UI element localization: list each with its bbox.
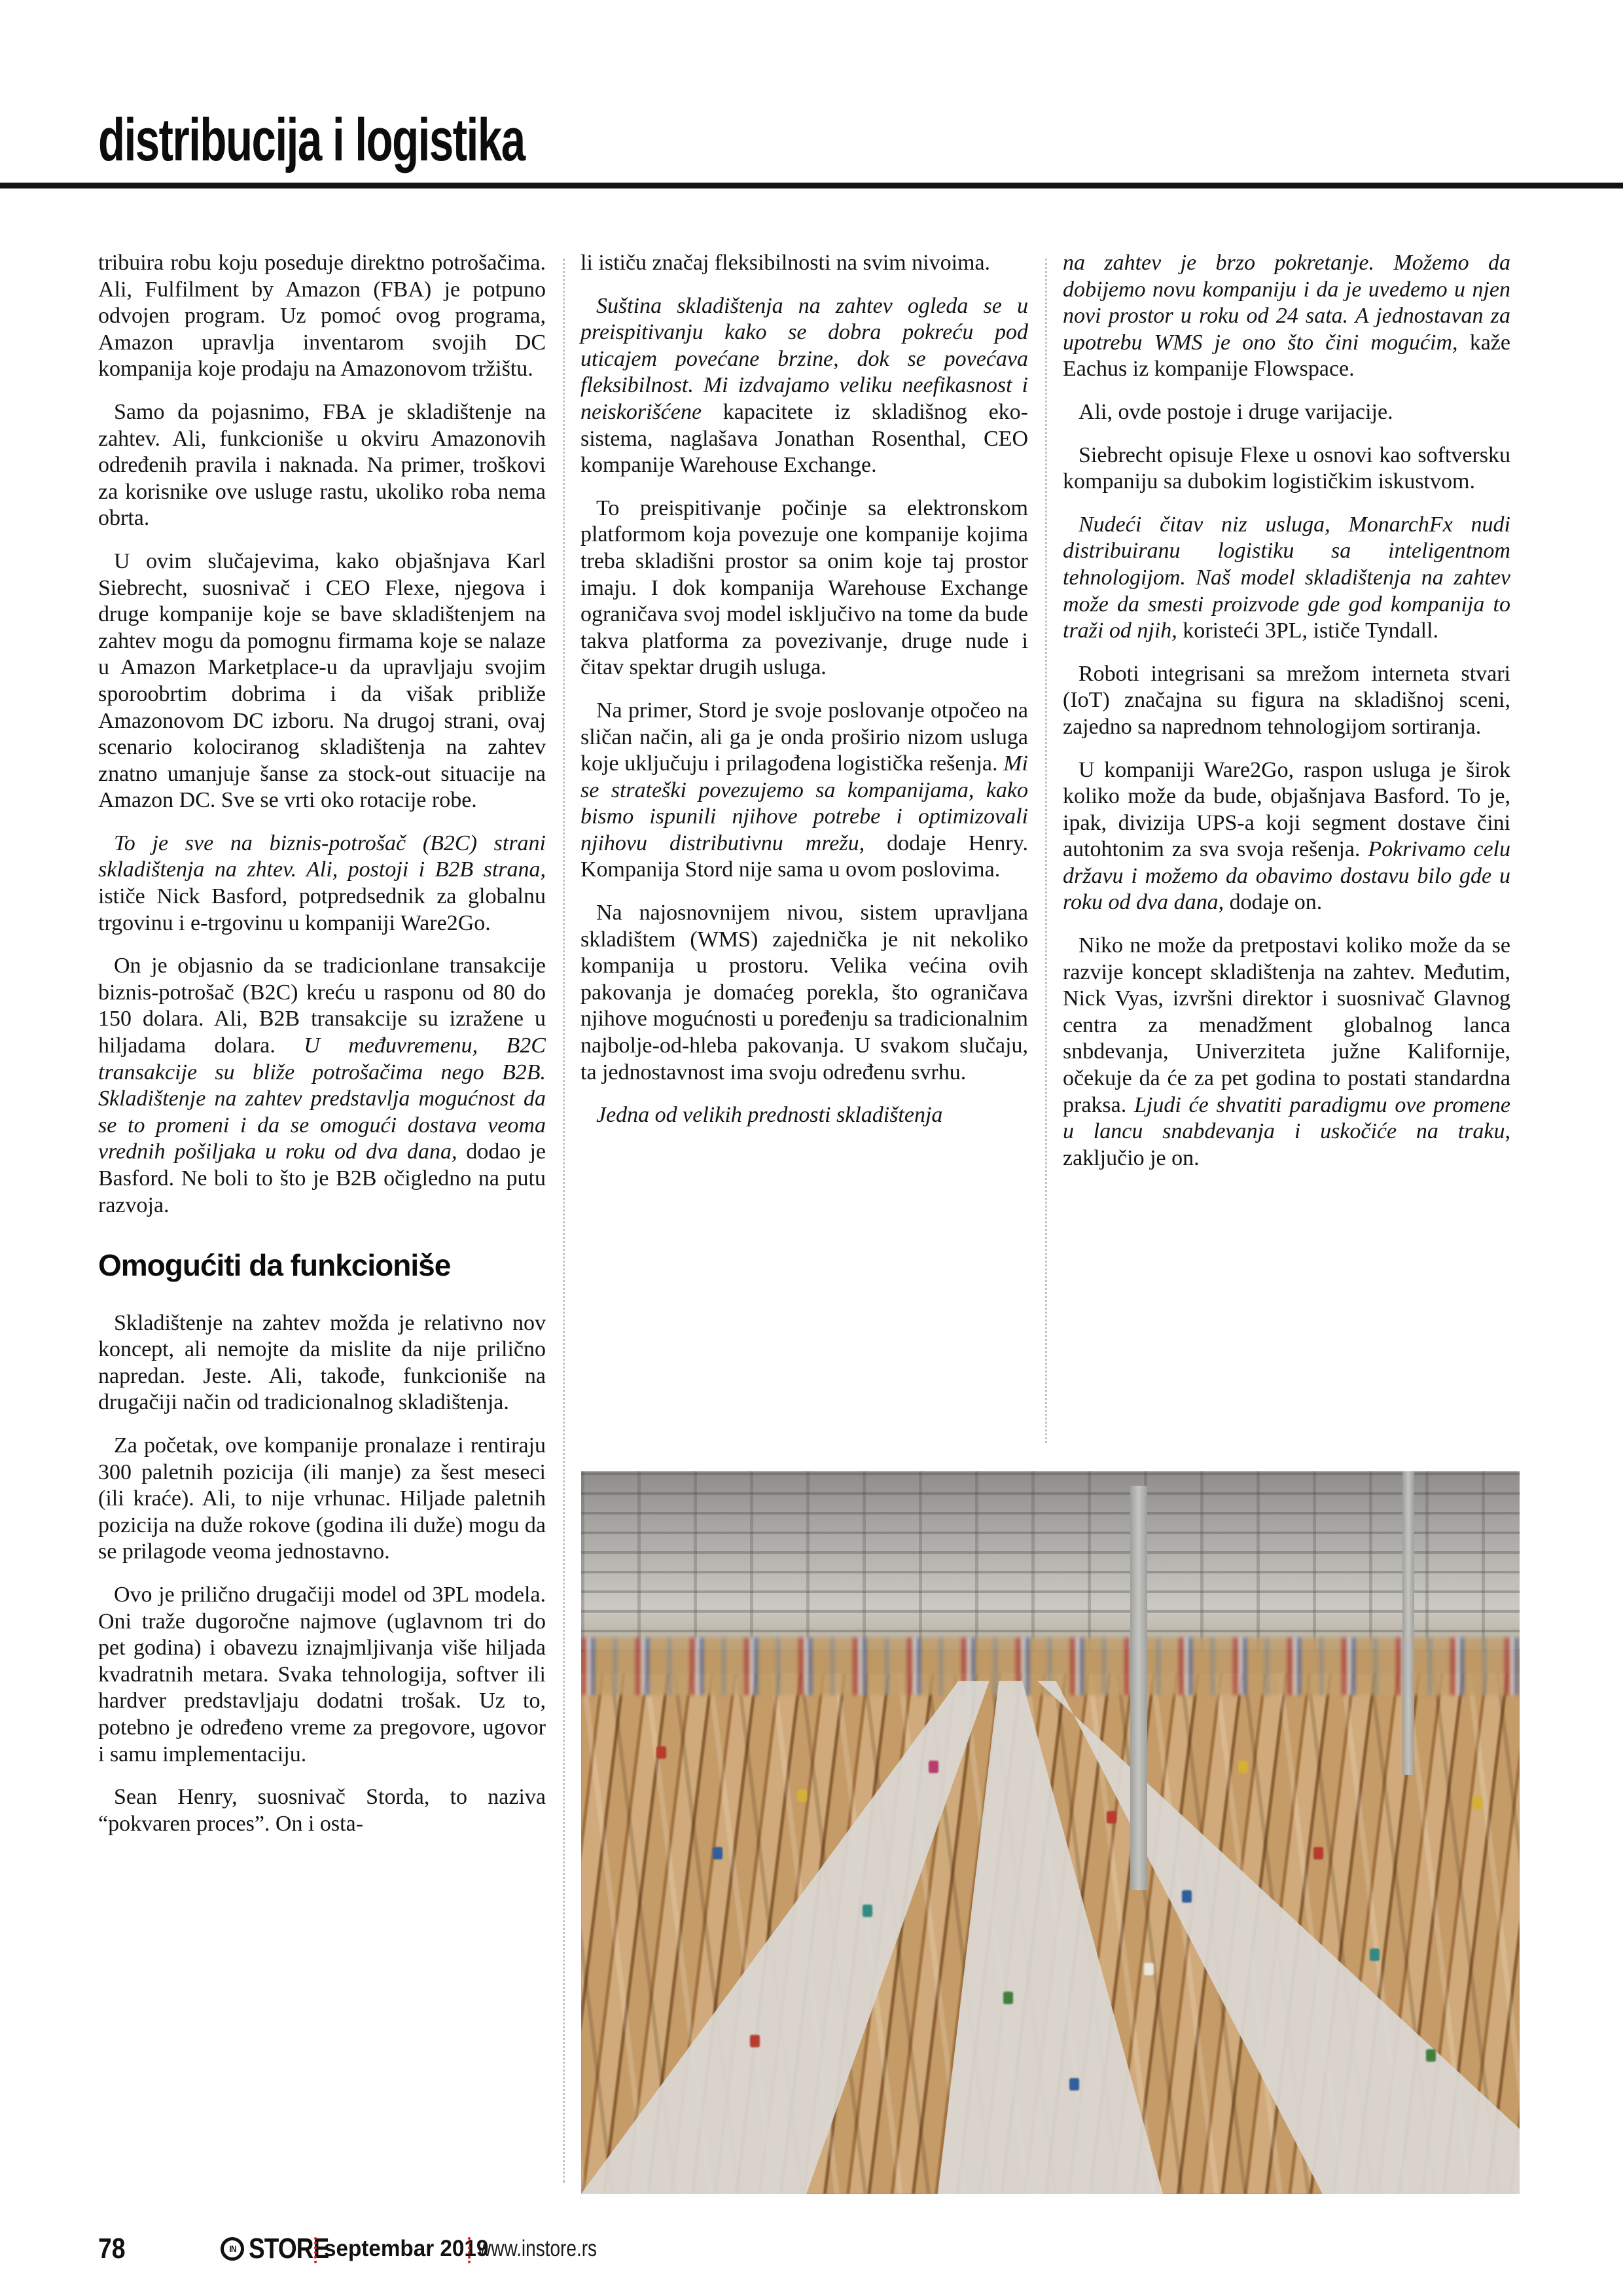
warehouse-photo — [581, 1471, 1520, 2194]
photo-product-speck — [1003, 1992, 1013, 2004]
instore-logo-text: IN — [228, 2243, 236, 2255]
brand-store-label: STORE — [249, 2233, 329, 2265]
photo-pillar — [1402, 1471, 1415, 1775]
photo-product-speck — [656, 1746, 666, 1759]
photo-product-speck — [797, 1789, 807, 1802]
photo-product-speck — [863, 1905, 872, 1917]
header-rule — [0, 183, 1623, 188]
photo-product-speck — [1069, 2078, 1079, 2090]
paragraph: Na najosnovnijem nivou, sistem upravljana skladištem (WMS) zajednička je nit nekoliko kompanija u prostoru. Velika većina ovih pakovanja je domaćeg porekla, što ograničava njihove mogućnosti u poređenju sa tradicionalnim najbolje-od-hleba pakovanja. U svakom slučaju, ta jednostavnost ima svoju određenu svrhu. — [580, 901, 1028, 1085]
photo-product-speck — [1313, 1847, 1323, 1859]
paragraph: Nudeći čitav niz usluga, MonarchFx nudi distribuiranu logistiku sa inteligentnom tehnologijom. Naš model skladištenja na zahtev može da smesti proizvode gde god kompanija to traži od njih, koristeći 3PL, ističe Tyndall. — [1063, 512, 1510, 643]
paragraph: na zahtev je brzo pokretanje. Možemo da dobijemo novu kompaniju i da je uvedemo u njen novi prostor u roku od 24 sata. A jednostavan za upotrebu WMS je ono što čini mogućim, kaže Eachus iz kompanije Flowspace. — [1063, 251, 1510, 382]
paragraph: Jedna od velikih prednosti skladištenja — [596, 1103, 943, 1128]
paragraph: Ovo je prilično drugačiji model od 3PL modela. Oni traže dugoročne najmove (uglavnom tri do pet godina) i obavezu iznajmljivanja više hiljada kvadratnih metara. Svaka tehnologija, softver ili hardver predstavljaju dodatni trošak. Uz to, potebno je određeno vreme za pregovore, ugovor i samu implementaciju. — [98, 1583, 546, 1767]
paragraph: U kompaniji Ware2Go, raspon usluga je širok koliko može da bude, objašnjava Basford. To je, ipak, divizija UPS-a koji segment dostave čini autohtonim za sva svoja rešenja. Pokrivamo celu državu i možemo da obavimo dostavu bilo gde u roku od dva dana, dodaje on. — [1063, 757, 1510, 915]
column-1 — [98, 250, 546, 1837]
paragraph: On je objasnio da se tradicionlane transakcije biznis-potrošač (B2C) kreću u rasponu od 80 do 150 dolara. Ali, B2B transakcije su izražene u hiljadama dolara. U međuvremenu, B2C transakcije su bliže potrošačima nego B2B. Skladištenje na zahtev predstavlja mogućnost da se to promeni i da se omogući dostava veoma vrednih pošiljaka u roku od dva dana, dodao je Basford. Ne boli to što je B2B očigledno na putu razvoja. — [98, 954, 546, 1217]
photo-product-speck — [1370, 1948, 1380, 1961]
photo-product-speck — [929, 1761, 938, 1773]
footer-separator-icon — [314, 2237, 317, 2263]
section-title: distribucija i logistika — [98, 107, 525, 173]
paragraph: U ovim slučajevima, kako objašnjava Karl Siebrecht, suosnivač i CEO Flexe, njegova i druge kompanije koje se bave skladištenjem na zahtev mogu da pomognu firmama koje se nalaze u Amazon Marketplace-u da upravljaju svojim sporoobrtim dobrima i da višak približe Amazonovom DC izboru. Na drugoj strani, ovaj scenario kolociranog skladištenja na zahtev znatno umanjuje šanse za stock-out situacije na Amazon DC. Sve se vrti oko rotacije robe. — [98, 548, 546, 813]
paragraph: Skladištenje na zahtev možda je relativno nov koncept, ali nemojte da mislite da nije prilično napredan. Jeste. Ali, takođe, funkcioniše na drugačiji način od tradicionalnog skladištenja. — [98, 1310, 546, 1415]
paragraph: Za početak, ove kompanije pronalaze i rentiraju 300 paletnih pozicija (ili manje) za šest meseci (ili kraće). Ali, to nije vrhunac. Hiljade paletnih pozicija na duže rokove (godina ili duže) mogu da se prilagode veoma jednostavno. — [98, 1433, 546, 1564]
page-number: 78 — [98, 2233, 126, 2265]
paragraph: Niko ne može da pretpostavi koliko može da se razvije koncept skladištenja na zahtev. Međutim, Nick Vyas, izvršni direktor i suosnivač Glavnog centra za menadžment globalnog lanca snbdevanja, Univerziteta južne Kalifornije, očekuje da će za pet godina to postati standardna praksa. Ljudi će shvatiti paradigmu ove promene u lancu snabdevanja i uskočiće na traku, zaključio je on. — [1063, 933, 1510, 1170]
paragraph: Siebrecht opisuje Flexe u osnovi kao softversku kompaniju sa dubokim logističkim iskustvom. — [1063, 442, 1510, 494]
paragraph: Samo da pojasnimo, FBA je skladištenje na zahtev. Ali, funkcioniše u okviru Amazonovih određenih pravila i naknada. Na primer, troškovi za korisnike ove usluge rastu, ukoliko roba nema obrta. — [98, 399, 546, 531]
paragraph: tribuira robu koju poseduje direktno potrošačima. Ali, Fulfilment by Amazon (FBA) je potpuno odvojen program. Uz pomoć ovog programa, Amazon upravlja inventarom svojih DC kompanija koje prodaju na Amazonovom tržištu. — [98, 251, 546, 382]
paragraph: li ističu značaj fleksibilnosti na svim nivoima. — [580, 251, 991, 275]
photo-product-speck — [1472, 1797, 1482, 1809]
instore-logo-icon — [221, 2237, 244, 2261]
website-url: www.instore.rs — [478, 2236, 597, 2261]
paragraph: Sean Henry, suosnivač Storda, to naziva “pokvaren proces”. On i osta- — [98, 1785, 546, 1836]
photo-ceiling — [581, 1471, 1520, 1652]
photo-product-speck — [750, 2035, 760, 2047]
footer-separator-icon — [468, 2237, 471, 2263]
paragraph: Na primer, Stord je svoje poslovanje otpočeo na sličan način, ali ga je onda proširio nizom usluga koje uključuju i prilagođena logistička rešenja. Mi se strateški povezujemo sa kompanijama, kako bismo ispunili njihove potrebe i optimizovali njihovu distributivnu mrežu, dodaje Henry. Kompanija Stord nije sama u ovom poslovima. — [580, 698, 1028, 882]
photo-product-speck — [1238, 1761, 1248, 1773]
paragraph: Ali, ovde postoje i druge varijacije. — [1079, 399, 1393, 424]
paragraph: Roboti integrisani sa mrežom interneta stvari (IoT) značajna su figura na skladišnoj sceni, zajedno sa naprednom tehnologijom sortiranja. — [1063, 661, 1510, 739]
page-footer — [98, 2233, 1525, 2272]
photo-product-speck — [1107, 1811, 1116, 1823]
paragraph: To je sve na biznis-potrošač (B2C) strani skladištenja na zhtev. Ali, postoji i B2B strana, ističe Nick Basford, potpredsednik za globalnu trgovinu i e-trgovinu u kompaniji Ware2Go. — [98, 831, 546, 935]
photo-pillar — [1130, 1486, 1147, 1890]
paragraph: To preispitivanje počinje sa elektronskom platformom koja povezuje one kompanije kojima treba skladišni prostor sa onim koje taj prostor imaju. I dok kompanija Warehouse Exchange ograničava svoj model isključivo na tome da bude takva platforma za povezivanje, druge nude i čitav spektar drugih usluga. — [580, 495, 1028, 680]
paragraph: Suština skladištenja na zahtev ogleda se u preispitivanju kako se dobra pokreću pod uticajem povećane brzine, dok se povećava fleksibilnost. Mi izdvajamo veliku neefikasnost i neiskorišćene kapacitete iz skladišnog eko-sistema, naglašava Jonathan Rosenthal, CEO kompanije Warehouse Exchange. — [580, 293, 1028, 478]
photo-product-speck — [1182, 1890, 1192, 1903]
article-subheading: Omogućiti da funkcioniše — [98, 1248, 451, 1283]
photo-product-speck — [1144, 1963, 1154, 1975]
photo-product-speck — [1426, 2049, 1436, 2062]
issue-date: septembar 2019 — [324, 2236, 489, 2261]
photo-product-speck — [713, 1847, 722, 1859]
